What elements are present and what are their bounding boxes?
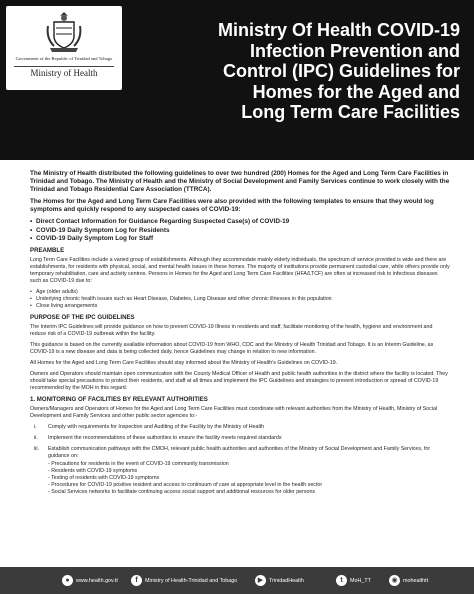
purpose-paragraph: Owners and Operators should maintain open communication with the County Medical Officer of Health and public health authorities in the district where the facility is located. They should take special precautions to protect their residents, and staff at all times and implement the IPC Guidelines and strategies to prevent introduction or spread of COVID-19 recommended by the MOH in this regard. (30, 371, 448, 392)
section1-intro: Owners/Managers and Operators of Homes for the Aged and Long Term Care Facilities must coordinate with relevant authorities from the Ministry of Health, Ministry of Social Development and Family Services and other public sector agencies to:- (30, 406, 438, 420)
sub-item: - Social Services networks to facilitate continuing access social support and additional resources for older persons (48, 489, 316, 496)
page-title (130, 20, 460, 123)
footer-website[interactable] (62, 575, 118, 586)
purpose-paragraph: All Homes for the Aged and Long Term Care Facilities should stay informed about the Ministry of Health's Guidelines on COVID-19. (30, 360, 338, 367)
item-number: ii. (34, 435, 38, 442)
purpose-paragraph: This guidance is based on the currently available information about COVID-19 from WHO, CDC and the Ministry of Health Trinidad and Tobago. It is an Interim Guideline, as COVID-19 is a new disease and data is being collected daily, hence Guidelines may change in relation to new information. (30, 342, 434, 356)
footer-instagram[interactable] (389, 575, 428, 586)
intro-paragraph: The Ministry of Health distributed the following guidelines to over two hundred (200) Homes for the Aged and Long Term Care Facilities in Trinidad and Tobago. The Ministry of Health and the Ministry of Social Development and Family Services continue to work closely with the Trinidad and Tobago Residential Care Association (TTRCA). (30, 170, 450, 194)
list-item: • Underlying chronic health issues such as Heart Disease, Diabetes, Lung Disease and other chronic illnesses in this population (30, 296, 450, 303)
sub-item: - Testing of residents with COVID-19 symptoms (48, 475, 160, 482)
risk-factors-list (30, 289, 450, 310)
templates-intro: The Homes for the Aged and Long Term Care Facilities were also provided with the following templates to ensure that they would log symptoms and quickly respond to any suspected cases of COVID-19: (30, 198, 434, 214)
item-text-with-subitems (48, 446, 450, 496)
coat-of-arms-icon (44, 8, 84, 54)
sub-item: - Residents with COVID-19 symptoms (48, 468, 138, 475)
twitter-icon: t (336, 575, 347, 586)
section1-heading: 1. MONITORING OF FACILITIES BY RELEVANT AUTHORITIES (30, 396, 208, 404)
purpose-heading: PURPOSE OF THE IPC GUIDELINES (30, 314, 135, 322)
item-text: Implement the recommendations of these authorities to ensure the facility meets required standards (48, 435, 282, 442)
item-number: iii. (34, 446, 40, 453)
item-text: Comply with requirements for Inspection and Auditing of the Facility by the Ministry of Health (48, 424, 265, 431)
item-text: Establish communication pathways with the CMOH, relevant public health authorities and authorities of the Ministry of Social Development and Family Services, for guidance on: (48, 446, 431, 460)
ministry-logo (6, 6, 122, 90)
government-line: Government of the Republic of Trinidad and Tobago (15, 56, 113, 61)
youtube-link[interactable]: TrinidadHealth (269, 577, 304, 584)
list-item: • Age (older adults) (30, 289, 450, 296)
templates-list (30, 218, 450, 243)
list-item (30, 424, 450, 431)
title-line: Infection Prevention and (249, 40, 460, 61)
header-banner (0, 0, 474, 160)
section1-list (30, 424, 450, 496)
website-link[interactable]: www.health.gov.tt (76, 577, 118, 584)
footer-facebook[interactable] (131, 575, 237, 586)
list-item: • COVID-19 Daily Symptom Log for Staff (30, 235, 450, 243)
youtube-icon: ▶ (255, 575, 266, 586)
list-item (30, 435, 450, 442)
sub-item: - Precautions for residents in the event of COVID-19 community transmission (48, 461, 229, 468)
title-line: Homes for the Aged and (252, 81, 460, 102)
list-item: • Close living arrangements (30, 303, 450, 310)
list-item: • COVID-19 Daily Symptom Log for Residents (30, 227, 450, 235)
preamble-text: Long Term Care Facilities include a varied group of establishments. Although they accommodate mainly elderly individuals, the spectrum of service provided is wide and there are establishments, for residents with physical, social, and mental health issues in these homes. The majority of institutions provide permanent custodial care, while others provide only temporary rehabilitation, care and activity centres. Persons in Homes for the Aged and Long Term Care Facilities (HFA/LTCF) are often at increased risk to infectious diseases such as COVID-19 due to: (30, 257, 450, 285)
item-number: i. (34, 424, 37, 431)
footer-twitter[interactable] (336, 575, 371, 586)
footer-youtube[interactable] (255, 575, 304, 586)
purpose-paragraph: The Interim IPC Guidelines will provide guidance on how to prevent COVID-19 Illness in residents and staff, facilitate monitoring of the health, hygiene and environment and reduce risk of a COVID-19 outbreak within the facility. (30, 324, 433, 338)
instagram-icon: ◉ (389, 575, 400, 586)
title-line: Control (IPC) Guidelines for (223, 61, 460, 81)
sub-item: - Procedures for COVID-19 positive resident and access to continuum of care at appropriate level in the health sector (48, 482, 323, 489)
instagram-link[interactable]: mohealthtt (403, 577, 429, 584)
preamble-heading: PREAMBLE (30, 247, 65, 255)
document-body (30, 170, 450, 500)
logo-divider (14, 66, 114, 67)
footer-bar (0, 567, 474, 594)
ministry-name: Ministry of Health (30, 68, 98, 78)
title-line: Ministry Of Health COVID-19 (217, 20, 460, 40)
title-line: Long Term Care Facilities (241, 102, 460, 122)
globe-icon: ● (62, 575, 73, 586)
list-item (30, 446, 450, 496)
facebook-icon: f (131, 575, 142, 586)
twitter-link[interactable]: MoH_TT (350, 577, 371, 584)
list-item: • Direct Contact Information for Guidance Regarding Suspected Case(s) of COVID-19 (30, 218, 450, 226)
facebook-link[interactable]: Ministry of Health-Trinidad and Tobago (145, 577, 238, 584)
